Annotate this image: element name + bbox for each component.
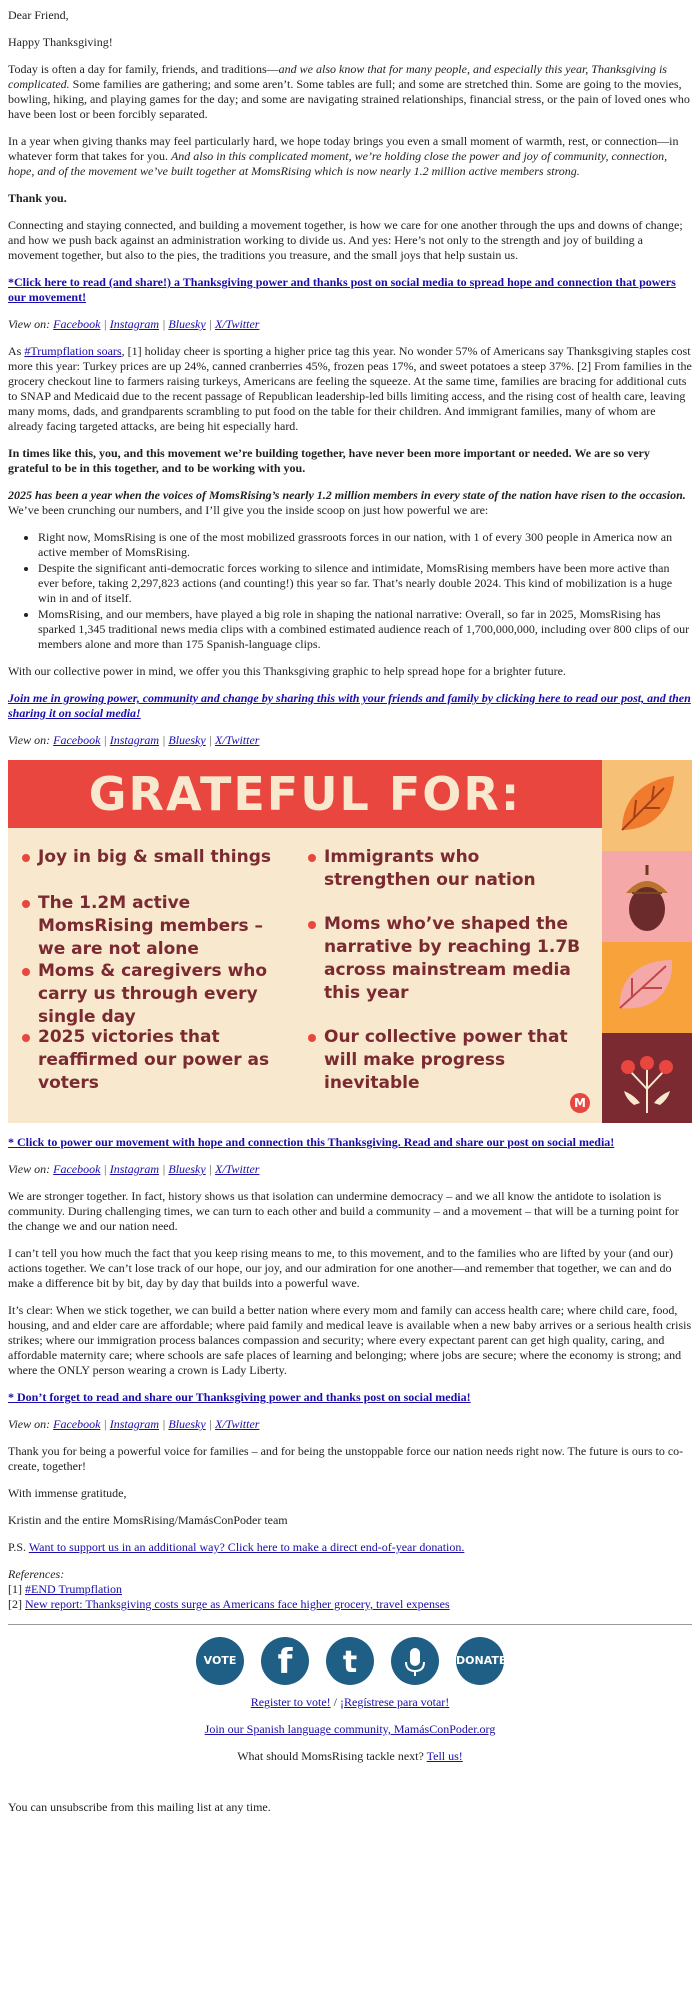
warmth-paragraph — [8, 134, 692, 179]
postscript — [8, 1540, 692, 1555]
thanks-paragraph: Thank you for being a powerful voice for families – and for being the unstoppable force our nation needs right now. The future is ours to co-create, together! — [8, 1444, 684, 1473]
reference-1 — [8, 1582, 692, 1597]
warmth-b: And also in this complicated moment, we’re holding close the power and joy of community, connection, hope, and of the movement we’ve built together at MomsRising which is now nearly 1.2 million active members strong. — [8, 149, 668, 178]
spanish-line — [8, 1722, 692, 1737]
slash: / — [330, 1695, 341, 1709]
leaf-panel — [602, 760, 692, 1123]
trumpflation-paragraph — [8, 344, 692, 434]
thank-you: Thank you. — [8, 191, 67, 205]
bluesky-link[interactable]: Bluesky — [168, 1162, 206, 1176]
register-link[interactable]: Register to vote! — [250, 1695, 331, 1709]
grateful-item: Moms who’ve shaped the narrative by reaching 1.7B across mainstream media this year — [324, 913, 584, 1005]
tackle-text: What should MomsRising tackle next? — [237, 1749, 427, 1763]
acorn-icon — [602, 851, 692, 942]
cta-link-1[interactable]: *Click here to read (and share!) a Thanksgiving power and thanks post on social media to spread hope and connection that powers our movement! — [8, 275, 676, 304]
signoff: With immense gratitude, — [8, 1486, 127, 1500]
sep: | — [100, 1417, 110, 1431]
cta-link-2[interactable]: Join me in growing power, community and change by sharing this with your friends and family by clicking here to read our post, and then sharing it on social media! — [8, 691, 691, 720]
grateful-item: Joy in big & small things — [38, 846, 288, 869]
microphone-icon[interactable] — [391, 1637, 439, 1685]
intro-b: and we also know that for many people, and especially this year, Thanksgiving is complicated. — [8, 62, 667, 91]
references-label: References: — [8, 1567, 65, 1581]
stats-list — [8, 530, 692, 652]
instagram-link[interactable]: Instagram — [109, 317, 160, 331]
berry-branch-icon — [602, 1033, 692, 1123]
ref-num: [2] — [8, 1597, 25, 1611]
list-item: • Despite the significant anti-democratic forces working to silence and intimidate, MomsRising members have been more active than ever before, taking 2,297,823 actions (and counting!) this year so far. That’s nearly double 2024. This kind of mobilization is a huge win in and of itself. — [38, 561, 692, 606]
instagram-link[interactable]: Instagram — [109, 733, 160, 747]
facebook-icon[interactable] — [261, 1637, 309, 1685]
svg-text:f: f — [277, 1642, 293, 1682]
grateful-graphic[interactable] — [8, 760, 692, 1123]
maple-leaf-icon — [602, 942, 692, 1033]
sep: | — [205, 1417, 216, 1431]
bluesky-link[interactable]: Bluesky — [168, 733, 206, 747]
donate-icon[interactable]: DONATE — [456, 1637, 504, 1685]
sep: | — [100, 1162, 110, 1176]
year-b: We’ve been crunching our numbers, and I’ll give you the inside scoop on just how powerful we are: — [8, 503, 489, 517]
vote-icon[interactable]: VOTE — [196, 1637, 244, 1685]
sep: | — [100, 733, 110, 747]
grateful-item: Our collective power that will make progress inevitable — [324, 1026, 584, 1095]
facebook-link[interactable]: Facebook — [53, 1162, 101, 1176]
twitter-icon[interactable] — [326, 1637, 374, 1685]
view-on-3 — [8, 1162, 692, 1177]
grateful-item: The 1.2M active MomsRising members – we are not alone — [38, 892, 288, 961]
svg-text:t: t — [342, 1645, 358, 1680]
view-on-label: View on: — [8, 1417, 54, 1431]
twitter-link[interactable]: X/Twitter — [215, 1417, 260, 1431]
twitter-link[interactable]: X/Twitter — [215, 1162, 260, 1176]
view-on-label: View on: — [8, 733, 54, 747]
bluesky-link[interactable]: Bluesky — [168, 317, 206, 331]
rising-paragraph: I can’t tell you how much the fact that you keep rising means to me, to this movement, and to the families who are lifted by your (and our) actions together. We can’t lose track of our hope, our joy, and our admiration for one another—and remember that together, we can and do make a difference bit by bit, day by day that builds into a powerful wave. — [8, 1246, 673, 1290]
divider — [8, 1624, 692, 1625]
reference-link-1[interactable]: #END Trumpflation — [25, 1582, 123, 1596]
sep: | — [159, 1417, 169, 1431]
graphic-intro: With our collective power in mind, we offer you this Thanksgiving graphic to help spread hope for a brighter future. — [8, 664, 566, 678]
ps-label: P.S. — [8, 1540, 29, 1554]
trumpflation-rest: , [1] holiday cheer is sporting a higher price tag this year. No wonder 57% of Americans say Thanksgiving staples cost more this year: Turkey prices are up 24%, canned cranberries 45%, frozen peas 17%, and sweet potatoes a steep 37%. [2] From families in the grocery checkout line to farmers raising turkeys, Americans are feeling the squeeze. At the same time, families are bracing for additional cuts to SNAP and Medicaid due to the recent passage of Republican leadership-led bills limiting access, and the rising cost of health care, leaving many moms, dads, and grandparents scrambling to put food on the table for their children. And immigrant families, many of whom are already facing targeted attacks, are being hit especially hard. — [8, 344, 692, 433]
year-a: 2025 has been a year when the voices of MomsRising’s nearly 1.2 million members in every state of the nation have risen to the occasion. — [8, 488, 686, 502]
year-paragraph — [8, 488, 692, 518]
tell-us-link[interactable]: Tell us! — [426, 1749, 463, 1763]
stronger-paragraph: We are stronger together. In fact, history shows us that isolation can undermine democracy – and we all know the antidote to isolation is community. During challenging times, we can turn to each other and build a community – and a movement – that will be a turning point for the change we and our nation need. — [8, 1189, 679, 1233]
twitter-link[interactable]: X/Twitter — [215, 733, 260, 747]
sep: | — [205, 317, 216, 331]
signature: Kristin and the entire MomsRising/MamásConPoder team — [8, 1513, 288, 1527]
instagram-link[interactable]: Instagram — [109, 1162, 160, 1176]
intro-a: Today is often a day for family, friends, and traditions— — [8, 62, 279, 76]
happy-thanksgiving: Happy Thanksgiving! — [8, 35, 113, 49]
view-on-4 — [8, 1417, 692, 1432]
grateful-item: Immigrants who strengthen our nation — [324, 846, 584, 892]
facebook-link[interactable]: Facebook — [53, 1417, 101, 1431]
sep: | — [205, 1162, 216, 1176]
social-icons — [8, 1637, 692, 1685]
donation-link[interactable]: Want to support us in an additional way? Click here to make a direct end-of-year donation. — [28, 1540, 465, 1554]
graphic-title: GRATEFUL FOR: — [88, 766, 522, 821]
cta-link-3-wrap — [8, 1135, 692, 1150]
view-on-label: View on: — [8, 1162, 54, 1176]
sep: | — [159, 733, 169, 747]
bluesky-link[interactable]: Bluesky — [168, 1417, 206, 1431]
trumpflation-link[interactable]: #Trumpflation soars — [24, 344, 122, 358]
grateful-paragraph: In times like this, you, and this movement we’re building together, have never been more important or needed. We are so very grateful to be in this together, and to be working with you. — [8, 446, 650, 475]
cta-link-2-wrap — [8, 691, 692, 721]
register-line — [8, 1695, 692, 1710]
greeting: Dear Friend, — [8, 8, 69, 22]
graphic-header — [8, 760, 602, 828]
cta-link-1-wrap — [8, 275, 692, 305]
facebook-link[interactable]: Facebook — [53, 733, 101, 747]
tackle-line — [8, 1749, 692, 1764]
as: As — [8, 344, 25, 358]
sep: | — [159, 317, 169, 331]
sep: | — [159, 1162, 169, 1176]
instagram-link[interactable]: Instagram — [109, 1417, 160, 1431]
facebook-link[interactable]: Facebook — [53, 317, 101, 331]
cta-link-3[interactable]: * Click to power our movement with hope and connection this Thanksgiving. Read and share our post on social media! — [8, 1135, 615, 1149]
grateful-item: Moms & caregivers who carry us through every single day — [38, 960, 288, 1029]
references — [8, 1567, 692, 1612]
twitter-link[interactable]: X/Twitter — [215, 317, 260, 331]
unsubscribe-text: You can unsubscribe from this mailing list at any time. — [8, 1800, 271, 1814]
reference-2 — [8, 1597, 692, 1612]
list-item: • Right now, MomsRising is one of the most mobilized grassroots forces in our nation, with 1 of every 300 people in America now an active member of MomsRising. — [38, 530, 692, 560]
view-on-label: View on: — [8, 317, 54, 331]
connecting-paragraph: Connecting and staying connected, and building a movement together, is how we care for one another through the ups and downs of change; and how we push back against an administration working to divide us. And yes: Here’s not only to the strength and joy of building a movement together, but also to the pies, the traditions you treasure, and the small joys that help sustain us. — [8, 218, 683, 262]
grateful-item: 2025 victories that reaffirmed our power as voters — [38, 1026, 288, 1095]
momsrising-logo: M — [570, 1093, 590, 1113]
cta-link-4[interactable]: * Don’t forget to read and share our Thanksgiving power and thanks post on social media! — [8, 1390, 471, 1404]
intro-paragraph — [8, 62, 692, 122]
cta-link-4-wrap — [8, 1390, 692, 1405]
warmth-a: In a year when giving thanks may feel particularly hard, we hope today brings you even a small moment of warmth, rest, or connection—in whatever form that takes for you. — [8, 134, 679, 163]
view-on-1 — [8, 317, 692, 332]
spanish-community-link[interactable]: Join our Spanish language community, MamásConPoder.org — [204, 1722, 496, 1736]
leaf-icon — [602, 760, 692, 851]
registrese-link[interactable]: ¡Regístrese para votar! — [340, 1695, 450, 1709]
intro-c: Some families are gathering; and some aren’t. Some tables are full; and some are stretched thin. Some are going to the movies, bowling, hiking, and playing games for the day; and some are navigating strained relationships, financial stress, or the pain of loved ones who have been lost or been forcibly separated. — [8, 77, 690, 121]
reference-link-2[interactable]: New report: Thanksgiving costs surge as Americans face higher grocery, travel expenses — [25, 1597, 450, 1611]
ref-num: [1] — [8, 1582, 25, 1596]
sep: | — [205, 733, 216, 747]
list-item: • MomsRising, and our members, have played a big role in shaping the national narrative: Overall, so far in 2025, MomsRising has sparked 1,345 traditional news media clips with a combined estimated audience reach of 1,700,000,000, including over 800 clips of our members alone and more than 175 Spanish-language clips. — [38, 607, 692, 652]
view-on-2 — [8, 733, 692, 748]
clear-paragraph: It’s clear: When we stick together, we can build a better nation where every mom and family can access health care; where child care, food, housing, and and elder care are affordable; where paid family and medical leave is available when a new baby arrives or a serious health crisis strikes; where our immigration process balances compassion and security; where every expectant parent can get high quality, caring, and affordable maternity care; where schools are safe places of learning and belonging; where jobs are secure; where the economy is strong; and where the ONLY person wearing a crown is Lady Liberty. — [8, 1303, 692, 1377]
sep: | — [100, 317, 110, 331]
